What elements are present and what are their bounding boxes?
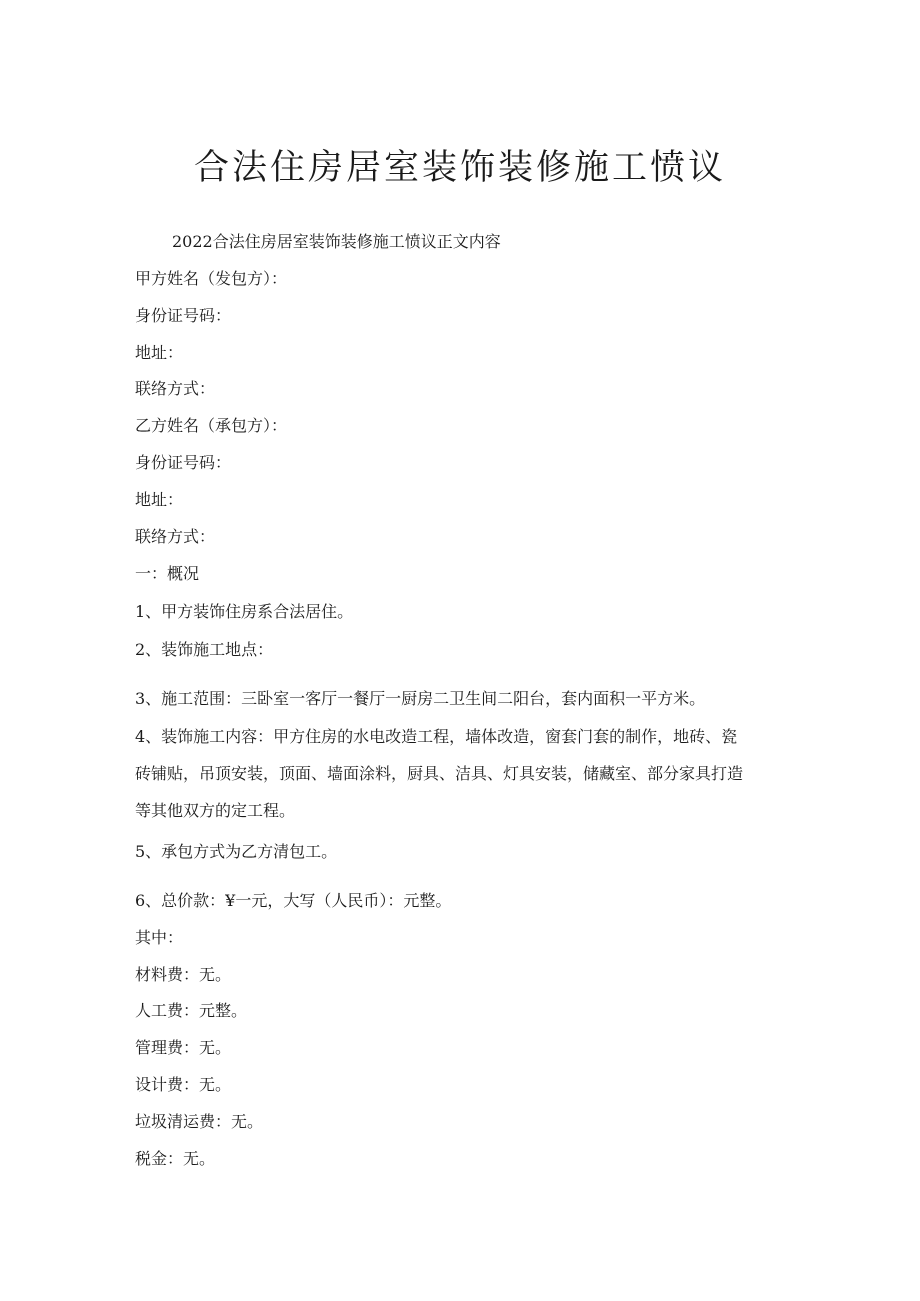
clause-3: 3、施工范围：三卧室一客厅一餐厅一厨房二卫生间二阳台，套内面积一平方米。 <box>135 689 706 708</box>
garbage-removal-fee: 垃圾清运费：无。 <box>135 1112 264 1131</box>
clause-4-line-1: 4、装饰施工内容：甲方住房的水电改造工程，墙体改造，窗套门套的制作，地砖、瓷 <box>135 727 738 746</box>
clause-2: 2、装饰施工地点： <box>135 640 274 659</box>
party-b-name-label: 乙方姓名（承包方）： <box>135 416 288 435</box>
management-fee: 管理费：无。 <box>135 1038 232 1057</box>
document-title: 合法住房居室装饰装修施工愤议 <box>193 148 726 188</box>
design-fee: 设计费：无。 <box>135 1075 232 1094</box>
clause-4-line-2: 砖铺贴，吊顶安装，顶面、墙面涂料，厨具、洁具、灯具安装，储藏室、部分家具打造 <box>135 764 744 783</box>
clause-4-line-3: 等其他双方的定工程。 <box>135 801 296 820</box>
material-fee: 材料费：无。 <box>135 965 232 984</box>
party-a-name-label: 甲方姓名（发包方）： <box>135 269 288 288</box>
party-b-contact-label: 联络方式： <box>135 527 216 546</box>
document-subtitle: 2022合法住房居室装饰装修施工愤议正文内容 <box>172 232 501 251</box>
party-a-address-label: 地址： <box>135 343 184 362</box>
fee-breakdown-heading: 其中： <box>135 928 184 947</box>
clause-1: 1、甲方装饰住房系合法居住。 <box>135 602 354 621</box>
labor-fee: 人工费：元整。 <box>135 1001 248 1020</box>
clause-6: 6、总价款：¥一元，大写（人民币）：元整。 <box>135 891 452 910</box>
party-b-address-label: 地址： <box>135 490 184 509</box>
party-a-id-label: 身份证号码： <box>135 306 232 325</box>
section-heading-overview: 一：概况 <box>135 564 200 583</box>
tax: 税金：无。 <box>135 1149 216 1168</box>
party-a-contact-label: 联络方式： <box>135 379 216 398</box>
party-b-id-label: 身份证号码： <box>135 453 232 472</box>
clause-5: 5、承包方式为乙方清包工。 <box>135 842 338 861</box>
